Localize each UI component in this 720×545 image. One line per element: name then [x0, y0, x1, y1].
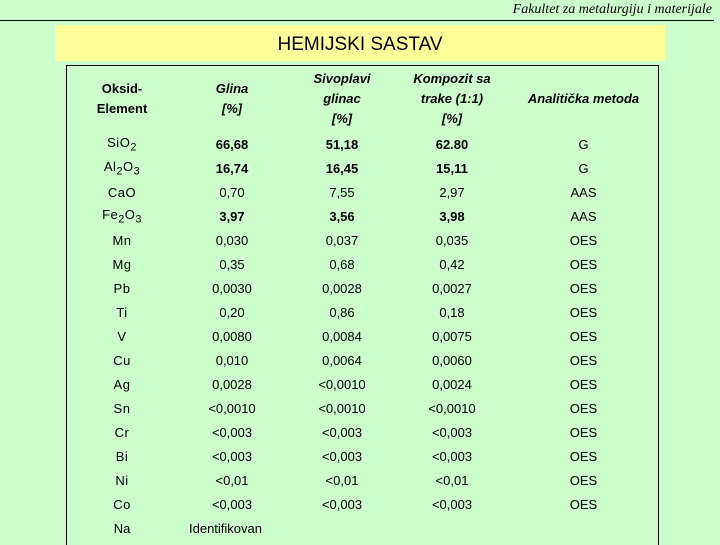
table-row-last — [67, 516, 660, 540]
value-cell: 0,035 — [435, 232, 469, 248]
method-cell: OES — [569, 280, 598, 296]
method-cell: OES — [569, 448, 598, 464]
value-cell: 3,56 — [329, 208, 355, 224]
value-cell: <0,003 — [431, 424, 473, 440]
element-cell: Pb — [113, 280, 131, 296]
value-cell: <0,003 — [321, 496, 363, 512]
value-cell: <0,003 — [211, 496, 253, 512]
composition-table-container — [66, 65, 659, 545]
table-row — [67, 492, 660, 516]
method-cell: G — [578, 136, 589, 152]
table-row — [67, 180, 660, 204]
value-cell: 66,68 — [215, 136, 249, 152]
value-cell: 0,70 — [219, 184, 245, 200]
value-cell: 0,0084 — [322, 328, 362, 344]
element-cell: CaO — [107, 184, 137, 200]
method-cell: OES — [569, 232, 598, 248]
column-header-clay: Glina [%] — [215, 81, 249, 116]
method-cell: OES — [569, 496, 598, 512]
value-cell: 0,0075 — [432, 328, 472, 344]
element-cell: $Al_2O_3$ — [103, 158, 141, 178]
value-cell: 0,0028 — [212, 376, 252, 392]
value-cell: <0,0010 — [428, 400, 476, 416]
table-row — [67, 276, 660, 300]
value-cell: 0,86 — [329, 304, 355, 320]
table-row — [67, 396, 660, 420]
value-cell: 0,0080 — [212, 328, 252, 344]
table-row — [67, 324, 660, 348]
method-cell: OES — [569, 424, 598, 440]
value-cell: 3,97 — [219, 208, 245, 224]
value-cell: 0,42 — [439, 256, 465, 272]
method-cell: OES — [569, 376, 598, 392]
column-header-element: Oksid- Element — [96, 81, 148, 116]
table-row — [67, 468, 660, 492]
element-cell: Ti — [116, 304, 128, 320]
table-row — [67, 156, 660, 180]
value-cell: 0,68 — [329, 256, 355, 272]
value-cell: <0,003 — [321, 448, 363, 464]
value-cell: 0,0064 — [322, 352, 362, 368]
value-cell: 0,010 — [215, 352, 249, 368]
element-cell: Ni — [115, 472, 129, 488]
header-divider — [0, 20, 714, 21]
table-header-row — [67, 66, 660, 132]
value-cell: 62.80 — [435, 136, 469, 152]
value-cell: 0,0030 — [212, 280, 252, 296]
value-cell: <0,01 — [325, 472, 359, 488]
value-cell: <0,0010 — [318, 376, 366, 392]
value-cell: 51,18 — [325, 136, 359, 152]
table-row — [67, 420, 660, 444]
value-cell: 0,037 — [325, 232, 359, 248]
element-cell: Ag — [113, 376, 131, 392]
value-cell: 0,20 — [219, 304, 245, 320]
column-header-method: Analitička metoda — [527, 91, 640, 106]
value-cell: 7,55 — [329, 184, 355, 200]
element-cell: Bi — [115, 448, 129, 464]
value-cell: 0,030 — [215, 232, 249, 248]
element-cell: Co — [113, 496, 131, 512]
element-cell: Cr — [114, 424, 130, 440]
page-title-bar — [55, 25, 665, 61]
element-cell: Cu — [113, 352, 131, 368]
table-row — [67, 252, 660, 276]
method-cell: AAS — [570, 184, 597, 200]
value-cell: <0,003 — [211, 448, 253, 464]
method-cell: G — [578, 160, 589, 176]
element-cell: Mn — [112, 232, 132, 248]
method-cell: OES — [569, 256, 598, 272]
table-row — [67, 444, 660, 468]
method-cell: AAS — [570, 208, 597, 224]
method-cell: OES — [569, 304, 598, 320]
value-cell: <0,003 — [211, 424, 253, 440]
value-cell: <0,0010 — [208, 400, 256, 416]
value-cell: 3,98 — [439, 208, 465, 224]
table-row — [67, 228, 660, 252]
value-cell: 0,0024 — [432, 376, 472, 392]
value-cell: 2,97 — [439, 184, 465, 200]
value-cell: 16,74 — [215, 160, 249, 176]
method-cell: OES — [569, 472, 598, 488]
value-cell: 0,0060 — [432, 352, 472, 368]
value-cell: 15,11 — [436, 160, 468, 176]
value-cell: <0,003 — [431, 496, 473, 512]
column-header-gray-clay: Sivoplavi glinac [%] — [313, 71, 371, 126]
method-cell: OES — [569, 328, 598, 344]
value-cell: <0,0010 — [318, 400, 366, 416]
identified-cell: Identifikovan — [189, 520, 262, 536]
table-row — [67, 348, 660, 372]
method-cell: OES — [569, 400, 598, 416]
value-cell: 0,0028 — [322, 280, 362, 296]
value-cell: <0,003 — [321, 424, 363, 440]
value-cell: 0,18 — [439, 304, 465, 320]
element-cell: $Fe_2O_3$ — [102, 206, 142, 226]
page-title: HEMIJSKI SASTAV — [277, 34, 443, 55]
table-body — [67, 132, 660, 540]
table-row — [67, 300, 660, 324]
element-cell: Na — [113, 520, 131, 536]
method-cell: OES — [569, 352, 598, 368]
table-row — [67, 132, 660, 156]
element-cell: SiO$_2$ — [107, 134, 137, 154]
value-cell: <0,003 — [431, 448, 473, 464]
value-cell: 16,45 — [325, 160, 359, 176]
table-row — [67, 372, 660, 396]
value-cell: <0,01 — [435, 472, 469, 488]
value-cell: <0,01 — [215, 472, 249, 488]
value-cell: 0,35 — [219, 256, 245, 272]
element-cell: Sn — [113, 400, 131, 416]
table-row — [67, 204, 660, 228]
element-cell: Mg — [112, 256, 132, 272]
faculty-name: Fakultet za metalurgiju i materijale — [512, 2, 712, 17]
element-cell: V — [117, 328, 127, 344]
column-header-composite: Kompozit sa trake (1:1) [%] — [413, 71, 491, 126]
composition-table — [67, 66, 660, 540]
value-cell: 0,0027 — [432, 280, 472, 296]
